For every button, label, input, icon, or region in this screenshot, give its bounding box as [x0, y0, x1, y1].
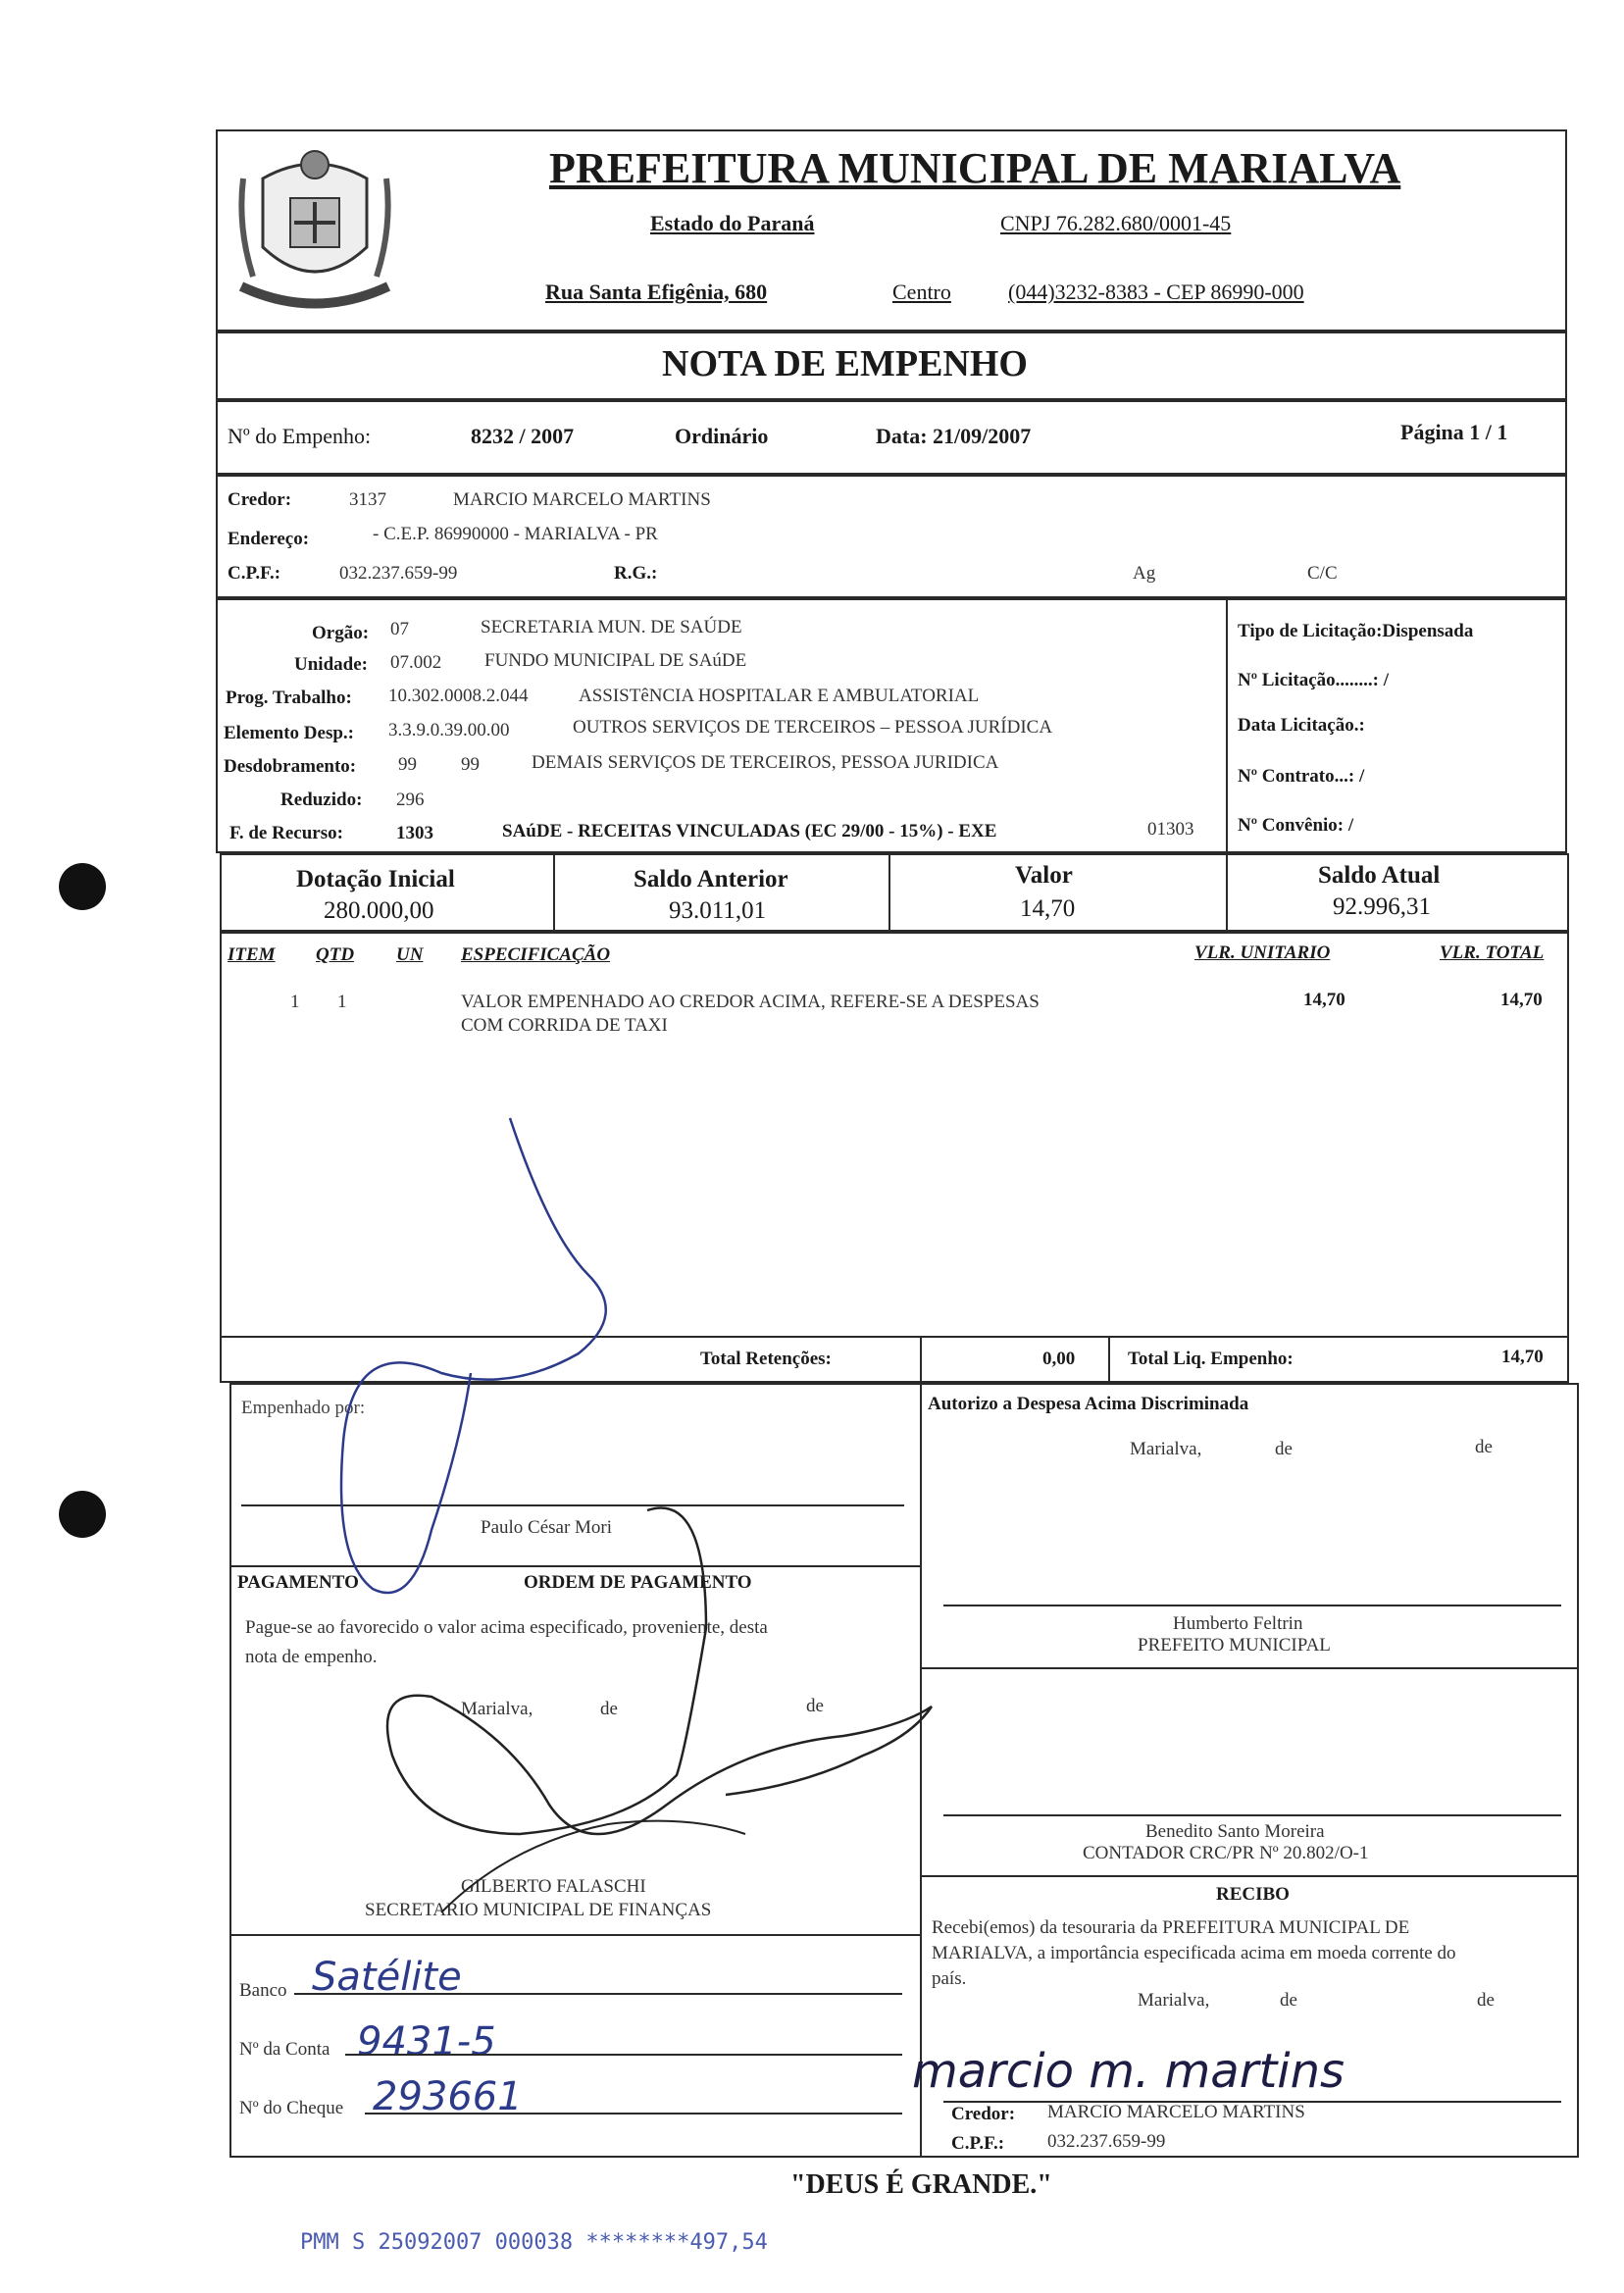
cc-label: C/C [1307, 563, 1338, 584]
cheque-value: 293661 [373, 2074, 523, 2119]
row-qtd: 1 [337, 992, 347, 1012]
saldo-atual-value: 92.996,31 [1333, 893, 1431, 920]
empenho-number: 8232 / 2007 [471, 424, 575, 448]
creditor-signature: marcio m. martins [912, 2044, 1345, 2099]
total-liquido-value: 14,70 [1501, 1347, 1544, 1367]
autorizo-label: Autorizo a Despesa Acima Discriminada [928, 1394, 1249, 1414]
right-de2: de [1475, 1437, 1493, 1457]
banco-line [294, 1993, 902, 1995]
mayor-title: PREFEITO MUNICIPAL [1138, 1635, 1331, 1656]
empenho-type: Ordinário [675, 424, 769, 448]
elemento-code: 3.3.9.0.39.00.00 [388, 720, 510, 740]
items-header-qtd: QTD [316, 944, 355, 965]
empenhado-label: Empenhado por: [241, 1398, 366, 1418]
empenhado-name: Paulo César Mori [481, 1517, 613, 1538]
footer-motto: "DEUS É GRANDE." [790, 2169, 1052, 2200]
pague-line2: nota de empenho. [245, 1647, 378, 1667]
header-cnpj: CNPJ 76.282.680/0001-45 [1000, 211, 1232, 235]
saldo-anterior-label: Saldo Anterior [634, 866, 788, 892]
numero-licitacao: Nº Licitação........: / [1238, 670, 1390, 690]
items-header-total: VLR. TOTAL [1440, 943, 1545, 963]
header-title: PREFEITURA MUNICIPAL DE MARIALVA [549, 144, 1401, 192]
header-phone-cep: (044)3232-8383 - CEP 86990-000 [1008, 280, 1304, 304]
cpf-value: 032.237.659-99 [339, 563, 458, 584]
desdobramento-label: Desdobramento: [224, 756, 357, 777]
conta-label: Nº da Conta [239, 2039, 330, 2060]
items-header-spec: ESPECIFICAÇÃO [461, 944, 611, 965]
row-total-value: 14,70 [1500, 990, 1543, 1010]
prog-code: 10.302.0008.2.044 [388, 686, 529, 706]
credor-code: 3137 [349, 489, 386, 510]
orgao-code: 07 [390, 619, 409, 639]
recurso-code: 1303 [396, 823, 433, 843]
recibo-cpf-label: C.P.F.: [951, 2133, 1005, 2154]
unidade-label: Unidade: [294, 654, 368, 675]
page-number: Página 1 / 1 [1400, 420, 1508, 444]
balances-divider-1 [553, 853, 555, 932]
items-header-item: ITEM [228, 944, 276, 965]
dotacao-value: 280.000,00 [324, 897, 434, 924]
ag-label: Ag [1133, 563, 1156, 584]
recibo-line1: Recebi(emos) da tesouraria da PREFEITURA MUNICIPAL DE [932, 1917, 1410, 1938]
banco-label: Banco [239, 1980, 287, 2001]
punch-hole-top [59, 863, 106, 910]
valor-label: Valor [1015, 862, 1073, 889]
data-licitacao: Data Licitação.: [1238, 715, 1365, 736]
bank-divider [229, 1934, 920, 1936]
conta-value: 9431-5 [357, 2019, 496, 2064]
footer-stamp: PMM S 25092007 000038 ********497,54 [300, 2230, 768, 2255]
total-liquido-label: Total Liq. Empenho: [1128, 1349, 1294, 1369]
row-item: 1 [290, 992, 300, 1012]
conta-line [345, 2054, 902, 2056]
numero-contrato: Nº Contrato...: / [1238, 766, 1365, 787]
recurso-label: F. de Recurso: [229, 823, 343, 843]
empenho-date: Data: 21/09/2007 [876, 424, 1032, 448]
prog-label: Prog. Trabalho: [226, 688, 352, 708]
pagamento-label: PAGAMENTO [237, 1572, 359, 1593]
recurso-name: SAúDE - RECEITAS VINCULADAS (EC 29/00 - 15%) - EXE [502, 821, 997, 841]
valor-value: 14,70 [1020, 895, 1076, 922]
desdobramento-code2: 99 [461, 754, 480, 775]
coat-of-arms-icon [224, 139, 406, 322]
accountant-title: CONTADOR CRC/PR Nº 20.802/O-1 [1083, 1843, 1369, 1863]
cheque-line [365, 2113, 902, 2115]
orgao-name: SECRETARIA MUN. DE SAÚDE [481, 617, 742, 637]
punch-hole-bottom [59, 1491, 106, 1538]
prog-name: ASSISTêNCIA HOSPITALAR E AMBULATORIAL [579, 686, 980, 706]
pague-line1: Pague-se ao favorecido o valor acima especificado, proveniente, desta [245, 1617, 768, 1638]
rg-label: R.G.: [614, 563, 658, 584]
credor-name: MARCIO MARCELO MARTINS [453, 489, 711, 510]
recibo-credor-label: Credor: [951, 2104, 1016, 2124]
mayor-name: Humberto Feltrin [1173, 1613, 1303, 1634]
tipo-licitacao: Tipo de Licitação:Dispensada [1238, 621, 1474, 641]
credor-label: Credor: [228, 489, 292, 510]
left-de1: de [600, 1699, 618, 1719]
items-header-un: UN [396, 944, 424, 965]
header-state: Estado do Paraná [650, 211, 815, 235]
totals-box [220, 1336, 1569, 1383]
secretary-title: SECRETARIO MUNICIPAL DE FINANÇAS [365, 1900, 712, 1920]
numero-convenio: Nº Convênio: / [1238, 815, 1354, 836]
left-place: Marialva, [461, 1699, 533, 1719]
empenhado-signature-line [241, 1504, 904, 1506]
right-place: Marialva, [1130, 1439, 1202, 1459]
elemento-label: Elemento Desp.: [224, 723, 354, 743]
secretary-name: GILBERTO FALASCHI [461, 1876, 646, 1897]
endereco-value: - C.E.P. 86990000 - MARIALVA - PR [373, 524, 658, 544]
document-title: NOTA DE EMPENHO [662, 343, 1028, 384]
cheque-label: Nº do Cheque [239, 2098, 344, 2118]
banco-value: Satélite [312, 1955, 462, 2000]
row-unit-value: 14,70 [1303, 990, 1345, 1010]
totals-divider-1 [920, 1336, 922, 1383]
table-row [220, 987, 1569, 1045]
mayor-signature-line [943, 1605, 1561, 1606]
accountant-name: Benedito Santo Moreira [1145, 1821, 1325, 1842]
dotacao-label: Dotação Inicial [296, 866, 455, 892]
unidade-code: 07.002 [390, 652, 442, 673]
recibo-cpf-value: 032.237.659-99 [1047, 2131, 1166, 2152]
recibo-de1: de [1280, 1990, 1297, 2011]
recibo-title: RECIBO [1216, 1884, 1290, 1905]
mayor-divider [920, 1667, 1579, 1669]
row-spec-line2: COM CORRIDA DE TAXI [461, 1015, 668, 1036]
balances-divider-3 [1226, 853, 1228, 932]
accountant-signature-line [943, 1814, 1561, 1816]
recurso-num: 01303 [1147, 819, 1194, 840]
pagamento-divider [229, 1565, 920, 1567]
total-retencoes-label: Total Retenções: [700, 1349, 832, 1369]
row-spec-line1: VALOR EMPENHADO AO CREDOR ACIMA, REFERE-SE A DESPESAS [461, 992, 1040, 1012]
recibo-place: Marialva, [1138, 1990, 1210, 2011]
reduzido-label: Reduzido: [280, 790, 363, 810]
header-street: Rua Santa Efigênia, 680 [545, 280, 768, 304]
endereco-label: Endereço: [228, 529, 310, 549]
right-de1: de [1275, 1439, 1293, 1459]
recibo-divider [920, 1875, 1579, 1877]
signatures-divider [920, 1383, 922, 2158]
totals-divider-2 [1108, 1336, 1110, 1383]
total-retencoes-value: 0,00 [1042, 1349, 1076, 1369]
desdobramento-code1: 99 [398, 754, 417, 775]
saldo-anterior-value: 93.011,01 [669, 897, 767, 924]
unidade-name: FUNDO MUNICIPAL DE SAúDE [484, 650, 747, 671]
ordem-pagamento-label: ORDEM DE PAGAMENTO [524, 1572, 752, 1593]
reduzido-code: 296 [396, 790, 425, 810]
recibo-de2: de [1477, 1990, 1495, 2011]
orgao-label: Orgão: [312, 623, 370, 643]
cpf-label: C.P.F.: [228, 563, 281, 584]
recibo-line2: MARIALVA, a importância especificada acima em moeda corrente do [932, 1943, 1456, 1963]
left-de2: de [806, 1696, 824, 1716]
balances-divider-2 [888, 853, 890, 932]
recibo-credor-name: MARCIO MARCELO MARTINS [1047, 2102, 1305, 2122]
saldo-atual-label: Saldo Atual [1318, 862, 1441, 889]
items-header-unit: VLR. UNITARIO [1194, 943, 1331, 963]
budget-divider [1226, 598, 1228, 853]
recibo-line3: país. [932, 1968, 967, 1989]
empenho-number-label: Nº do Empenho: [228, 424, 372, 448]
desdobramento-name: DEMAIS SERVIÇOS DE TERCEIROS, PESSOA JURIDICA [532, 752, 999, 773]
header-district: Centro [892, 280, 951, 304]
elemento-name: OUTROS SERVIÇOS DE TERCEIROS – PESSOA JURÍDICA [573, 717, 1053, 738]
